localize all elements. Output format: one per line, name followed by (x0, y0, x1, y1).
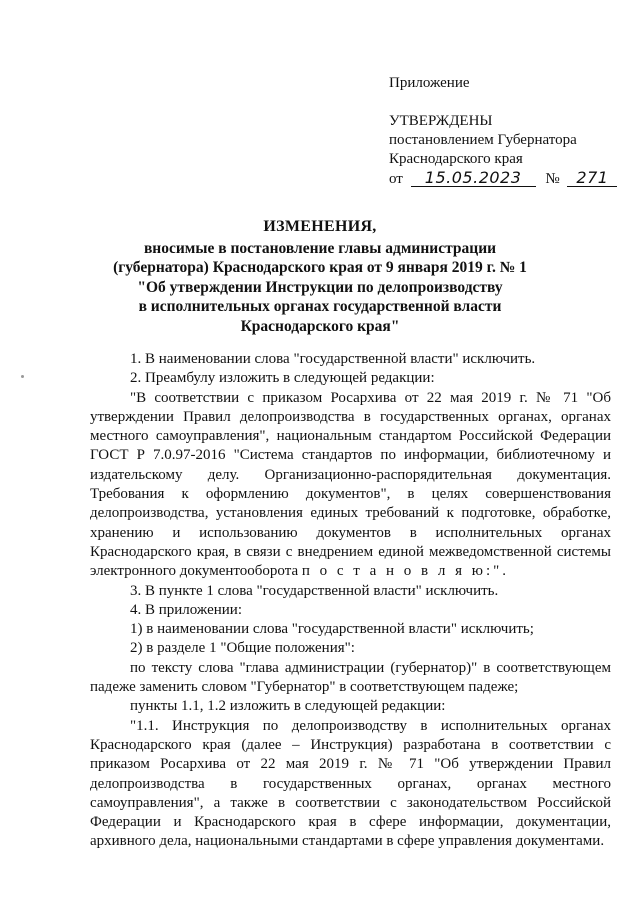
number-prefix: № (545, 171, 560, 187)
handwritten-date: 15.05.2023 (411, 169, 536, 187)
paragraph: 4. В приложении: (130, 601, 242, 618)
document-title (100, 217, 540, 336)
margin-mark (21, 375, 24, 378)
approved-region-line: Краснодарского края (389, 151, 523, 167)
approval-date-line (389, 169, 617, 189)
title-line: "Об утверждении Инструкции по делопроизводству (137, 278, 503, 296)
handwritten-number: 271 (567, 169, 617, 187)
title-line: вносимые в постановление главы администрации (143, 239, 497, 257)
paragraph: 3. В пункте 1 слова "государственной власти" исключить. (130, 582, 499, 599)
approved-by-line: постановлением Губернатора (389, 132, 577, 148)
paragraph: 1) в наименовании слова "государственной власти" исключить; (130, 621, 534, 638)
paragraph: "1.1. Инструкция по делопроизводству в исполнительных органах Краснодарского края (далее – Инструкция) разработана в соответствии с приказом Росархива от 22 мая 2019 г. № 71 "Об утверждении Правил делопроизводства в государственных органах, органах местного самоуправления", а также в соответствии с законодательством Российской Федерации и Краснодарского края в сфере информации, документации, архивного дела, национальными стандартами в сфере управления документами. (90, 717, 611, 850)
paragraph: 1. В наименовании слова "государственной власти" исключить. (130, 351, 536, 367)
paragraph: по тексту слова "глава администрации (губернатор)" в соответствующем падеже заменить словом "Губернатор" в соответствующем падеже; (90, 659, 611, 696)
paragraph: 2. Преамбулу изложить в следующей редакции: (130, 370, 435, 387)
approved-heading: УТВЕРЖДЕНЫ (389, 113, 493, 129)
date-prefix: от (389, 171, 403, 187)
document-body (90, 350, 611, 852)
preamble-decree-word: п о с т а н о в л я ю:". (301, 563, 509, 580)
title-line: Краснодарского края" (240, 317, 400, 335)
preamble-text: "В соответствии с приказом Росархива от 22 мая 2019 г. № 71 "Об утверждении Правил делопроизводства в государственных органах, органах местного самоуправления", национальным стандартом Российской Федерации ГОСТ Р 7.0.97-2016 "Система стандартов по информации, библиотечному и издательскому делу. Организационно-распорядительная документация. Требования к оформлению документов", в целях совершенствования делопроизводства, установления единых требований к подготовке, обработке, хранению и использованию документов в исполнительных органах Краснодарского края, в связи с внедрением единой межведомственной системы электронного документооборота (90, 389, 611, 580)
paragraph: пункты 1.1, 1.2 изложить в следующей редакции: (130, 698, 446, 715)
title-line: (губернатора) Краснодарского края от 9 января 2019 г. № 1 (113, 259, 527, 276)
title-line: в исполнительных органах государственной власти (138, 298, 502, 315)
paragraph-preamble (90, 389, 611, 582)
approval-block (389, 74, 617, 189)
appendix-label: Приложение (389, 75, 470, 91)
title-main: ИЗМЕНЕНИЯ, (263, 218, 377, 235)
paragraph: 2) в разделе 1 "Общие положения": (130, 640, 355, 657)
